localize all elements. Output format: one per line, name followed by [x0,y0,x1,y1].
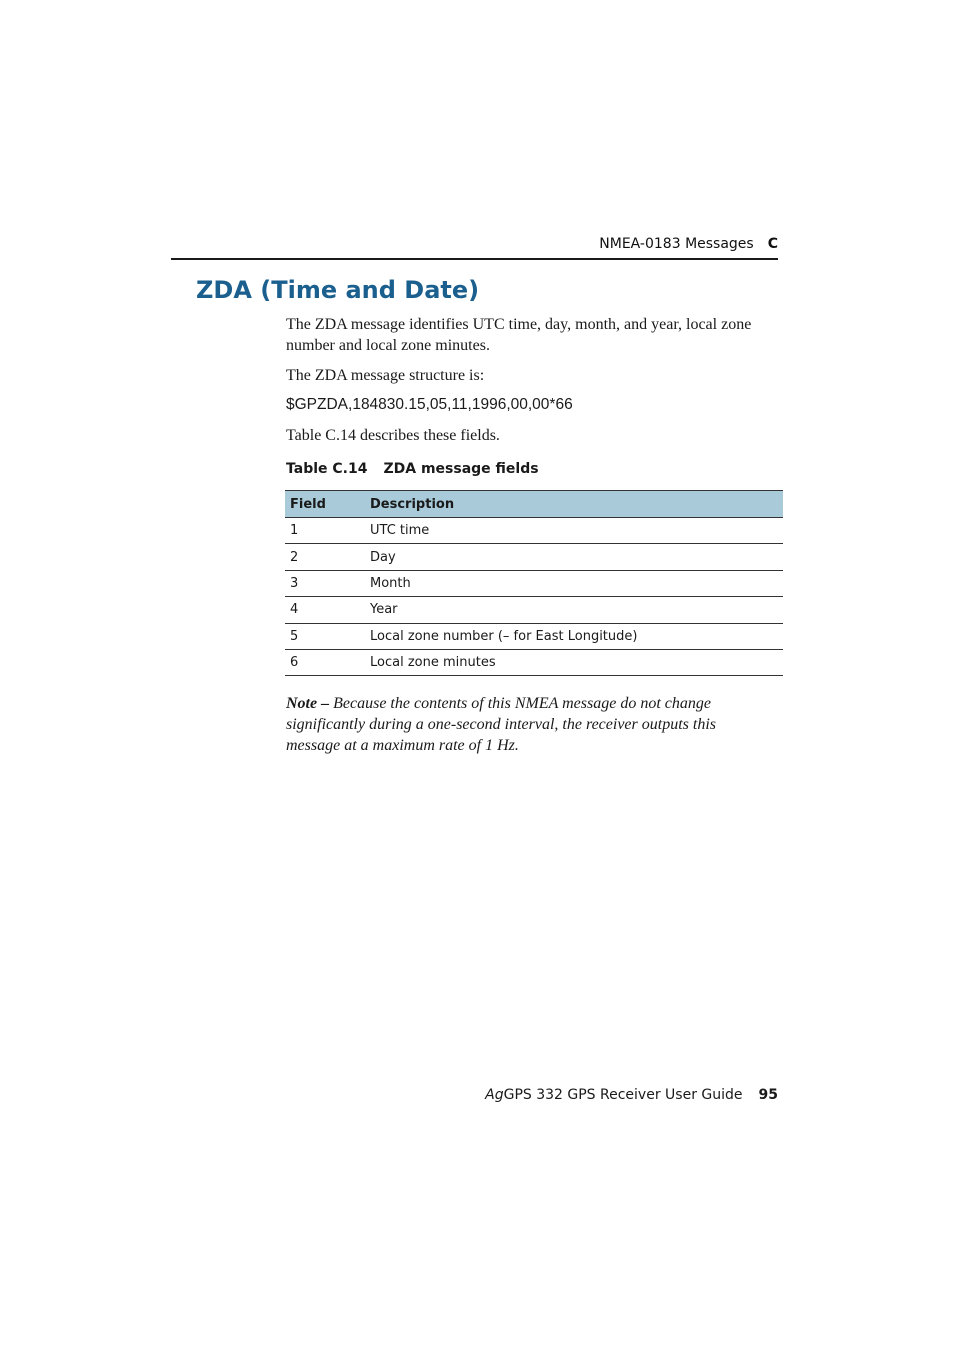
table-reference: Table C.14 describes these fields. [286,427,500,444]
table-caption-label: Table C.14 [286,461,368,477]
table-row [285,623,783,649]
field-description: Year [365,597,783,623]
note-label: Note – [286,695,330,712]
zda-fields-table [285,490,783,676]
running-header [599,236,778,252]
table-caption-title: ZDA message fields [383,461,539,477]
page-title: ZDA (Time and Date) [196,276,480,304]
table-row [285,570,783,596]
table-caption [286,461,539,477]
field-description: UTC time [365,518,783,544]
column-header-field: Field [285,491,365,518]
running-header-section: NMEA-0183 Messages [599,236,754,252]
field-number: 2 [285,544,365,570]
structure-intro: The ZDA message structure is: [286,367,485,384]
note [286,693,756,756]
header-rule [171,258,778,260]
field-description: Local zone minutes [365,649,783,675]
structure-example: $GPZDA,184830.15,05,11,1996,00,00*66 [286,396,573,413]
appendix-letter: C [767,236,778,252]
field-number: 5 [285,623,365,649]
page-number: 95 [758,1087,778,1103]
note-text: Because the contents of this NMEA message do not change significantly during a one-second interval, the receiver outputs this message at a maximum rate of 1 Hz. [286,695,716,754]
table-row [285,649,783,675]
table-row [285,544,783,570]
guide-title-prefix: Ag [485,1087,504,1103]
guide-title: GPS 332 GPS Receiver User Guide [503,1087,743,1103]
column-header-description: Description [365,491,783,518]
field-number: 3 [285,570,365,596]
field-description: Day [365,544,783,570]
field-number: 6 [285,649,365,675]
page-footer [485,1087,778,1103]
field-number: 1 [285,518,365,544]
field-number: 4 [285,597,365,623]
field-description: Month [365,570,783,596]
table-row [285,518,783,544]
intro-paragraph: The ZDA message identifies UTC time, day, month, and year, local zone number and local zone minutes. [286,316,752,354]
table-header-row [285,491,783,518]
field-description: Local zone number (– for East Longitude) [365,623,783,649]
table-row [285,597,783,623]
